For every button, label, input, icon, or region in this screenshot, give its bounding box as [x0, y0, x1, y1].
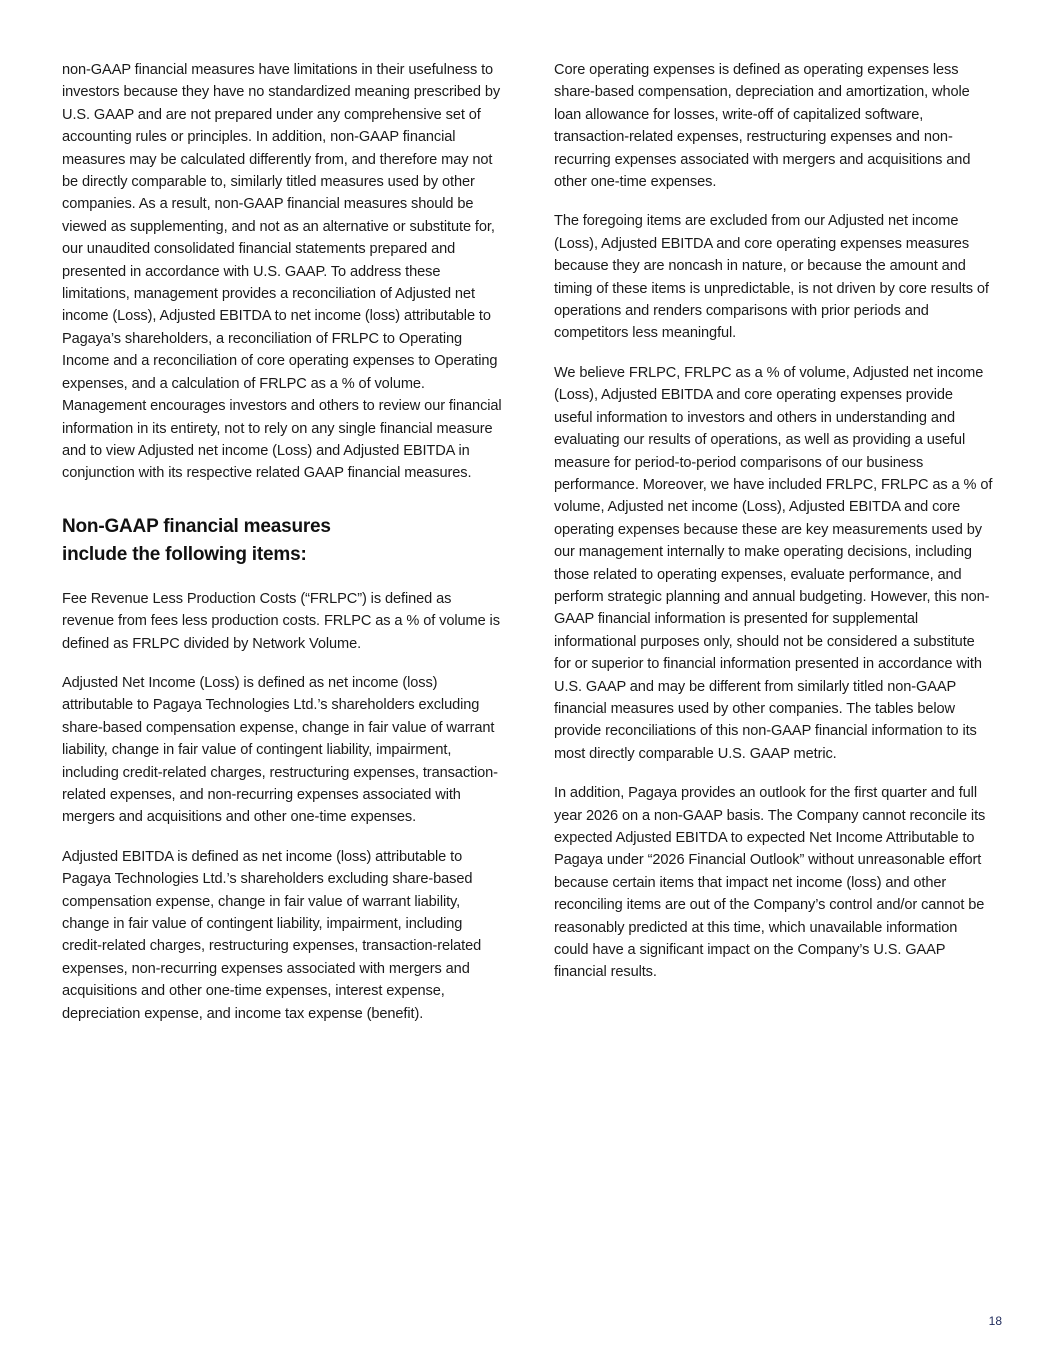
paragraph-core-operating-expenses-definition: Core operating expenses is defined as operating expenses less share-based compensation, depreciation and amortization, whole loan allowance for losses, write-off of capitalized software, transaction-related expenses, restructuring expenses and non-recurring expenses associated with mergers and acquisitions and other one-time expenses. — [554, 62, 971, 191]
section-heading-line-1: Non-GAAP financial measures — [62, 515, 331, 537]
paragraph-frlpc-definition: Fee Revenue Less Production Costs (“FRLPC”) is defined as revenue from fees less production costs. FRLPC as a % of volume is defined as FRLPC divided by Network Volume. — [62, 590, 500, 652]
page-number: 18 — [988, 1314, 1002, 1328]
paragraph-adjusted-net-income-definition: Adjusted Net Income (Loss) is defined as net income (loss) attributable to Pagaya Technologies Ltd.’s shareholders excluding share-based compensation expense, change in fair value of warrant liability, change in fair value of contingent liability, impairment, including credit-related charges, restructuring expenses, transaction-related expenses, and non-recurring expenses associated with mergers and acquisitions and other one-time expenses. — [62, 674, 498, 826]
paragraph-adjusted-ebitda-definition: Adjusted EBITDA is defined as net income (loss) attributable to Pagaya Technologies Ltd.’s shareholders excluding share-based compensation expense, change in fair value of warrant liability, change in fair value of contingent liability, impairment, including credit-related charges, restructuring expenses, transaction-related expenses, non-recurring expenses associated with mergers and acquisitions and other one-time expenses, interest expense, depreciation expense, and income tax expense (benefit). — [62, 848, 482, 1022]
paragraph-non-gaap-limitations: non-GAAP financial measures have limitations in their usefulness to investors because they have no standardized meaning prescribed by U.S. GAAP and are not prepared under any comprehensive set of accounting rules or principles. In addition, non-GAAP financial measures may be calculated differently from, and therefore may not be directly comparable to, similarly titled measures used by other companies. As a result, non-GAAP financial measures should be viewed as supplementing, and not as an alternative or substitute for, our unaudited consolidated financial statements prepared and presented in accordance with U.S. GAAP. To address these limitations, management provides a reconciliation of Adjusted net income (Loss), Adjusted EBITDA to net income (loss) attributable to Pagaya’s shareholders, a reconciliation of FRLPC to Operating Income and a reconciliation of core operating expenses to Operating expenses, and a calculation of FRLPC as a % of volume. Management encourages investors and others to review our financial information in its entirety, not to rely on any single financial measure and to view Adjusted net income (Loss) and Adjusted EBITDA in conjunction with its respective related GAAP financial measures. — [62, 62, 502, 482]
paragraph-excluded-items-rationale: The foregoing items are excluded from our Adjusted net income (Loss), Adjusted EBITDA and core operating expenses measures because they are noncash in nature, or because the amount and timing of these items is unpredictable, is not driven by core results of operations and renders comparisons with prior periods and competitors less meaningful. — [554, 213, 989, 342]
right-column — [554, 59, 995, 1001]
section-heading — [62, 513, 504, 569]
left-column — [62, 59, 504, 1042]
section-heading-line-2: include the following items: — [62, 543, 307, 565]
paragraph-usefulness-of-measures: We believe FRLPC, FRLPC as a % of volume, Adjusted net income (Loss), Adjusted EBITDA and core operating expenses provide useful information to investors and others in understanding and evaluating our results of operations, as well as providing a useful measure for period-to-period comparisons of our business performance. Moreover, we have included FRLPC, FRLPC as a % of volume, Adjusted net income (Loss), Adjusted EBITDA and core operating expenses because these are key measurements used by our management internally to make operating decisions, including those related to operating expenses, evaluate performance, and perform strategic planning and annual budgeting. However, this non-GAAP financial information is presented for supplemental informational purposes only, should not be considered a substitute for or superior to financial information presented in accordance with U.S. GAAP and may be different from similarly titled non-GAAP financial measures used by other companies. The tables below provide reconciliations of this non-GAAP financial information to its most directly comparable U.S. GAAP metric. — [554, 364, 993, 762]
paragraph-2026-outlook: In addition, Pagaya provides an outlook for the first quarter and full year 2026 on a non-GAAP basis. The Company cannot reconcile its expected Adjusted EBITDA to expected Net Income Attributable to Pagaya under “2026 Financial Outlook” without unreasonable effort because certain items that impact net income (loss) and other reconciling items are out of the Company’s control and/or cannot be reasonably predicted at this time, which unavailable information could have a significant impact on the Company’s U.S. GAAP financial results. — [554, 785, 986, 981]
